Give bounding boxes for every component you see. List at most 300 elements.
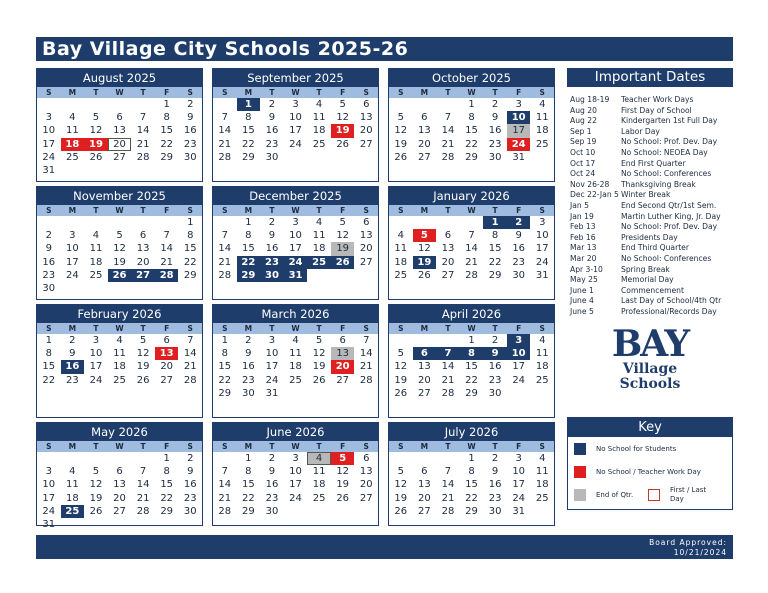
empty-day: [61, 518, 85, 531]
day-cell: 13: [418, 479, 431, 491]
week-row: [37, 111, 202, 124]
day-cell: 12: [113, 243, 126, 255]
day-cell: 7: [221, 112, 228, 124]
day-cell: 2: [245, 335, 252, 346]
month-title: September 2025: [213, 69, 378, 87]
day-cell: 10: [42, 125, 56, 137]
empty-day: [284, 505, 308, 518]
key-end-qtr-label: End of Qtr.: [596, 491, 634, 499]
day-cell: 10: [535, 230, 549, 242]
weekday-label: S: [539, 88, 545, 97]
day-cell: 27: [336, 374, 350, 386]
week-row: [213, 98, 378, 111]
key-first-last-label: First / Last Day: [670, 486, 707, 503]
day-cell: 30: [242, 387, 255, 399]
empty-day: [307, 151, 331, 164]
event-label: Winter Break: [621, 190, 671, 200]
month-calendar: [388, 68, 555, 182]
day-cell: 21: [359, 361, 373, 373]
weekday-label: W: [115, 442, 124, 451]
month-calendar: [388, 422, 555, 526]
day-cell: 2: [268, 453, 276, 464]
month-title: April 2026: [389, 305, 554, 323]
day-cell: 5: [92, 466, 100, 478]
empty-day: [61, 282, 85, 295]
weekday-label: T: [140, 88, 146, 97]
day-cell: 20: [331, 360, 355, 373]
day-cell: 7: [187, 335, 194, 346]
date-label: Oct 24: [570, 169, 596, 179]
day-cell: 26: [418, 269, 431, 281]
weekday-label: S: [363, 206, 369, 215]
day-cell: 18: [535, 125, 549, 137]
day-cell: 1: [187, 217, 194, 228]
weekday-label: S: [398, 88, 404, 97]
empty-day: [108, 452, 132, 465]
important-date-row: [567, 212, 733, 223]
week-row: [37, 216, 202, 229]
weekday-label: T: [492, 206, 498, 215]
event-label: End Third Quarter: [621, 243, 689, 253]
empty-day: [37, 98, 61, 111]
day-cell: 12: [394, 125, 408, 137]
day-cell: 20: [441, 256, 455, 268]
weekday-label: T: [492, 88, 498, 97]
day-cell: 28: [183, 374, 197, 386]
day-cell: 11: [535, 466, 549, 478]
important-date-row: [567, 275, 733, 286]
day-cell: 21: [465, 256, 478, 268]
day-cell: 15: [465, 479, 478, 491]
navy-swatch: [574, 443, 586, 455]
day-cell: 11: [535, 112, 549, 124]
legend-key: [567, 417, 733, 510]
important-date-row: [567, 222, 733, 233]
weekday-header: [389, 87, 554, 98]
day-cell: 9: [268, 112, 276, 124]
event-label: Teacher Work Days: [621, 95, 694, 104]
week-row: [389, 242, 554, 255]
day-cell: 28: [136, 151, 150, 163]
important-date-row: [567, 233, 733, 244]
day-cell: 30: [260, 269, 284, 282]
day-cell: 6: [363, 217, 370, 228]
empty-day: [108, 518, 132, 531]
day-cell: 14: [218, 243, 232, 255]
day-cell: 23: [242, 374, 255, 386]
empty-day: [131, 98, 155, 111]
important-date-row: [567, 286, 733, 297]
day-cell: 22: [160, 138, 174, 150]
empty-day: [37, 452, 61, 465]
day-cell: 7: [163, 230, 170, 242]
day-cell: 3: [507, 334, 531, 347]
day-cell: 17: [512, 479, 526, 491]
day-cell: 2: [491, 335, 499, 346]
day-cell: 11: [113, 348, 126, 360]
day-cell: 14: [441, 361, 455, 373]
week-row: [213, 242, 378, 255]
empty-day: [213, 452, 237, 465]
day-cell: 13: [359, 112, 373, 124]
day-cell: 6: [421, 466, 428, 478]
month-calendar: [36, 68, 203, 182]
date-label: June 5: [570, 306, 594, 316]
day-cell: 6: [139, 230, 147, 242]
day-cell: 3: [292, 217, 299, 228]
day-cell: 30: [488, 151, 502, 163]
day-cell: 28: [359, 374, 373, 386]
day-cell: 24: [284, 256, 308, 269]
day-cell: 24: [512, 374, 526, 386]
week-row: [37, 478, 202, 491]
day-cell: 16: [512, 243, 526, 255]
weekday-label: F: [516, 324, 522, 333]
day-cell: 9: [491, 466, 499, 478]
month-title: July 2026: [389, 423, 554, 441]
day-cell: 5: [339, 99, 346, 110]
week-row: [37, 124, 202, 137]
weekday-label: T: [445, 206, 451, 215]
day-cell: 16: [265, 125, 279, 137]
event-label: Spring Break: [621, 264, 670, 274]
empty-day: [155, 164, 179, 177]
day-cell: 12: [336, 112, 350, 124]
day-cell: 19: [394, 492, 408, 504]
weekday-label: F: [164, 324, 170, 333]
week-row: [37, 138, 202, 151]
day-cell: 15: [218, 361, 232, 373]
weekday-label: S: [46, 324, 52, 333]
red-swatch: [574, 466, 586, 478]
day-cell: 30: [265, 151, 279, 163]
week-row: [37, 374, 202, 387]
week-row: [37, 452, 202, 465]
week-row: [389, 138, 554, 151]
day-cell: 18: [535, 479, 549, 491]
day-cell: 9: [187, 112, 194, 124]
day-cell: 30: [42, 282, 56, 294]
day-cell: 6: [163, 335, 170, 346]
event-label: No School: Conferences: [621, 253, 712, 263]
day-cell: 11: [312, 466, 326, 478]
day-cell: 15: [242, 243, 255, 255]
day-cell: 24: [289, 492, 302, 504]
date-label: Mar 13: [570, 243, 597, 253]
important-date-row: [567, 106, 733, 117]
day-cell: 11: [535, 348, 549, 360]
empty-day: [354, 151, 378, 164]
day-cell: 24: [265, 374, 279, 386]
day-cell: 12: [394, 479, 408, 491]
day-cell: 1: [483, 216, 507, 229]
month-calendar: [36, 422, 203, 530]
day-cell: 31: [42, 518, 56, 530]
day-cell: 7: [363, 335, 370, 346]
weekday-label: T: [269, 206, 275, 215]
day-cell: 25: [394, 269, 408, 281]
weekday-label: T: [140, 324, 146, 333]
day-cell: 23: [183, 492, 197, 504]
empty-day: [331, 387, 355, 400]
empty-day: [307, 387, 331, 400]
day-cell: 21: [183, 361, 197, 373]
day-cell: 15: [183, 243, 197, 255]
day-cell: 8: [460, 347, 484, 360]
important-date-row: [567, 307, 733, 318]
day-cell: 1: [163, 453, 170, 464]
weekday-label: M: [420, 206, 429, 215]
day-cell: 1: [221, 335, 228, 346]
day-cell: 7: [444, 112, 452, 124]
empty-day: [155, 216, 179, 229]
weekday-label: S: [187, 324, 193, 333]
week-row: [213, 124, 378, 137]
weekday-label: W: [291, 206, 300, 215]
weekday-label: T: [316, 324, 322, 333]
day-cell: 16: [42, 256, 56, 268]
week-row: [389, 111, 554, 124]
weekday-label: M: [244, 206, 253, 215]
day-cell: 25: [113, 374, 126, 386]
important-date-row: [567, 127, 733, 138]
day-cell: 3: [292, 99, 299, 110]
weekday-label: F: [516, 206, 522, 215]
day-cell: 28: [155, 269, 179, 282]
day-cell: 15: [42, 361, 56, 373]
weekday-label: T: [492, 324, 498, 333]
day-cell: 13: [359, 230, 373, 242]
week-row: [37, 282, 202, 295]
day-cell: 4: [539, 335, 546, 346]
day-cell: 15: [242, 479, 255, 491]
empty-day: [307, 505, 331, 518]
day-cell: 4: [539, 99, 546, 110]
day-cell: 22: [237, 256, 261, 269]
day-cell: 7: [139, 112, 147, 124]
day-cell: 26: [394, 505, 408, 517]
week-row: [389, 269, 554, 282]
date-label: Aug 20: [570, 105, 597, 115]
important-date-row: [567, 95, 733, 106]
weekday-label: T: [445, 442, 451, 451]
key-row-work-day: [574, 466, 701, 478]
key-row-first-last: [648, 486, 710, 504]
empty-day: [436, 334, 460, 347]
weekday-label: M: [244, 442, 253, 451]
week-row: [213, 256, 378, 269]
empty-day: [284, 151, 308, 164]
day-cell: 31: [535, 269, 549, 281]
event-label: End Second Qtr/1st Sem.: [621, 200, 717, 210]
month-title: November 2025: [37, 187, 202, 205]
weekday-header: [389, 441, 554, 452]
weekday-label: T: [269, 88, 275, 97]
day-cell: 10: [289, 230, 302, 242]
day-cell: 19: [136, 361, 150, 373]
day-cell: 5: [397, 112, 404, 124]
week-row: [213, 138, 378, 151]
day-cell: 18: [61, 138, 85, 151]
day-cell: 16: [183, 479, 197, 491]
day-cell: 2: [268, 99, 276, 110]
day-cell: 12: [89, 479, 103, 491]
day-cell: 24: [289, 138, 302, 150]
weekday-label: F: [164, 88, 170, 97]
day-cell: 4: [397, 230, 404, 242]
day-cell: 23: [265, 492, 279, 504]
day-cell: 20: [418, 492, 431, 504]
date-label: Jan 19: [570, 211, 594, 221]
day-cell: 6: [413, 347, 437, 360]
date-label: Aug 22: [570, 116, 597, 126]
day-cell: 4: [92, 230, 100, 242]
weekday-label: M: [68, 442, 77, 451]
day-cell: 11: [89, 243, 103, 255]
empty-day: [108, 282, 132, 295]
empty-day: [178, 164, 202, 177]
day-cell: 3: [45, 466, 52, 478]
weekday-label: M: [420, 442, 429, 451]
day-cell: 8: [245, 466, 252, 478]
day-cell: 17: [289, 243, 302, 255]
month-title: February 2026: [37, 305, 202, 323]
day-cell: 22: [160, 492, 174, 504]
weekday-label: S: [363, 88, 369, 97]
weekday-label: W: [467, 206, 476, 215]
day-cell: 26: [394, 151, 408, 163]
day-cell: 13: [113, 125, 126, 137]
empty-day: [331, 269, 355, 282]
day-cell: 17: [42, 138, 56, 150]
weekday-label: S: [187, 206, 193, 215]
weekday-header: [213, 441, 378, 452]
day-cell: 26: [331, 256, 355, 269]
day-cell: 22: [465, 492, 478, 504]
important-date-row: [567, 137, 733, 148]
day-cell: 8: [163, 112, 170, 124]
day-cell: 7: [139, 466, 147, 478]
day-cell: 3: [69, 230, 76, 242]
day-cell: 27: [160, 374, 174, 386]
weekday-label: T: [93, 88, 99, 97]
empty-day: [354, 387, 378, 400]
empty-day: [61, 164, 85, 177]
day-cell: 9: [268, 466, 276, 478]
day-cell: 27: [418, 387, 431, 399]
day-cell: 9: [45, 243, 52, 255]
week-row: [389, 347, 554, 360]
month-calendar: [212, 422, 379, 526]
event-label: Presidents Day: [621, 232, 678, 242]
empty-day: [131, 452, 155, 465]
weekday-label: T: [316, 88, 322, 97]
weekday-label: M: [244, 88, 253, 97]
empty-day: [436, 98, 460, 111]
weekday-label: W: [115, 88, 124, 97]
week-row: [213, 505, 378, 518]
day-cell: 12: [89, 125, 103, 137]
weekday-label: W: [115, 206, 124, 215]
day-cell: 26: [394, 387, 408, 399]
day-cell: 14: [183, 348, 197, 360]
day-cell: 27: [113, 151, 126, 163]
important-date-row: [567, 169, 733, 180]
day-cell: 5: [413, 229, 437, 242]
day-cell: 22: [183, 256, 197, 268]
month-calendar: [36, 304, 203, 418]
month-calendar: [212, 304, 379, 418]
weekday-label: M: [244, 324, 253, 333]
day-cell: 29: [242, 151, 255, 163]
week-row: [37, 229, 202, 242]
day-cell: 3: [268, 335, 276, 346]
day-cell: 21: [218, 256, 232, 268]
day-cell: 31: [284, 269, 308, 282]
weekday-label: W: [467, 88, 476, 97]
day-cell: 17: [66, 256, 79, 268]
empty-day: [131, 518, 155, 531]
day-cell: 28: [441, 151, 455, 163]
day-cell: 10: [265, 348, 279, 360]
day-cell: 21: [136, 492, 150, 504]
day-cell: 8: [245, 112, 252, 124]
empty-day: [84, 216, 108, 229]
key-row-no-school: [574, 443, 676, 455]
month-calendar: [388, 186, 555, 300]
day-cell: 24: [512, 492, 526, 504]
weekday-label: T: [316, 442, 322, 451]
day-cell: 8: [491, 230, 499, 242]
day-cell: 31: [265, 387, 279, 399]
week-row: [389, 124, 554, 137]
week-row: [213, 387, 378, 400]
day-cell: 31: [512, 151, 526, 163]
day-cell: 23: [488, 374, 502, 386]
empty-day: [389, 216, 413, 229]
important-date-row: [567, 180, 733, 191]
month-calendar: [388, 304, 555, 418]
day-cell: 5: [397, 466, 404, 478]
day-cell: 17: [535, 243, 549, 255]
event-label: End First Quarter: [621, 158, 686, 168]
day-cell: 21: [218, 138, 232, 150]
important-date-row: [567, 254, 733, 265]
day-cell: 18: [394, 256, 408, 268]
day-cell: 4: [315, 217, 323, 228]
day-cell: 22: [242, 138, 255, 150]
day-cell: 2: [507, 216, 531, 229]
week-row: [37, 98, 202, 111]
day-cell: 23: [183, 138, 197, 150]
day-cell: 17: [507, 124, 531, 137]
weekday-header: [37, 87, 202, 98]
day-cell: 23: [512, 256, 526, 268]
day-cell: 28: [465, 269, 478, 281]
logo-village: Village: [622, 361, 678, 377]
week-row: [389, 465, 554, 478]
week-row: [213, 347, 378, 360]
key-row-end-qtr: [574, 489, 633, 501]
month-title: May 2026: [37, 423, 202, 441]
day-cell: 5: [331, 452, 355, 465]
weekday-label: S: [398, 324, 404, 333]
weekday-label: S: [46, 88, 52, 97]
day-cell: 28: [441, 387, 455, 399]
day-cell: 2: [187, 453, 194, 464]
empty-day: [108, 98, 132, 111]
day-cell: 26: [336, 492, 350, 504]
